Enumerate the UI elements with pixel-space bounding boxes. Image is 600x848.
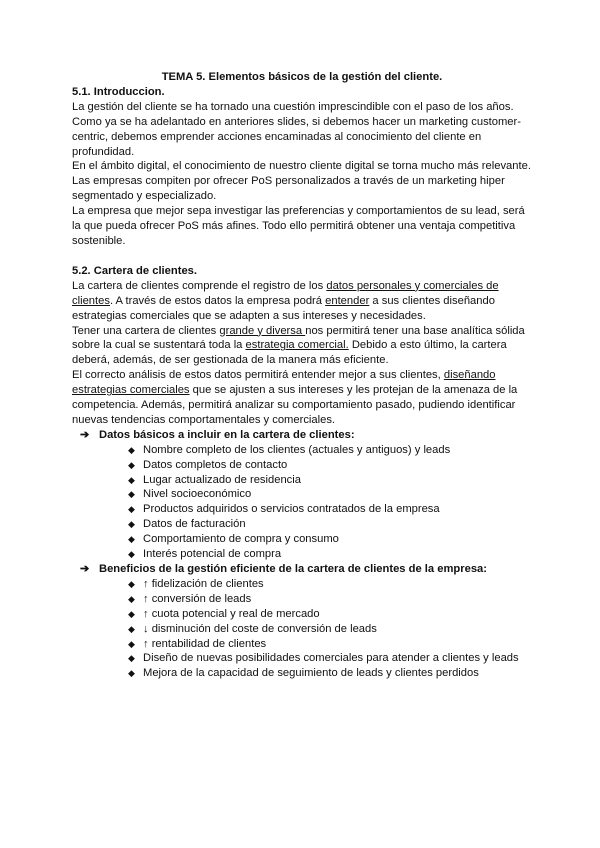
diamond-bullet-icon: ◆ xyxy=(128,623,135,634)
datos-list xyxy=(72,443,532,562)
paragraph: La empresa que mejor sepa investigar las preferencias y comportamientos de su lead, será la que pueda ofrecer PoS más afines. Todo ello permitirá obtener una ventaja competitiva sostenible. xyxy=(72,205,525,247)
list-item: ◆ Diseño de nuevas posibilidades comerciales para atender a clientes y leads xyxy=(128,652,519,665)
diamond-bullet-icon: ◆ xyxy=(128,549,135,560)
diamond-bullet-icon: ◆ xyxy=(128,519,135,530)
diamond-bullet-icon: ◆ xyxy=(128,593,135,604)
list-item: ◆ Nivel socioeconómico xyxy=(128,488,252,501)
list-item: ◆ Mejora de la capacidad de seguimiento de leads y clientes perdidos xyxy=(128,667,479,680)
list-heading-beneficios: ➔ Beneficios de la gestión eficiente de la cartera de clientes de la empresa: xyxy=(80,563,487,575)
document-page xyxy=(72,70,532,681)
list-item: ◆ Nombre completo de los clientes (actuales y antiguos) y leads xyxy=(128,443,451,456)
diamond-bullet-icon: ◆ xyxy=(128,504,135,515)
diamond-bullet-icon: ◆ xyxy=(128,474,135,485)
underlined-text: entender xyxy=(325,294,370,307)
list-item: ◆ Interés potencial de compra xyxy=(128,548,282,561)
diamond-bullet-icon: ◆ xyxy=(128,444,135,455)
section-heading-cartera: 5.2. Cartera de clientes. xyxy=(72,264,197,277)
diamond-bullet-icon: ◆ xyxy=(128,459,135,470)
list-item: ◆ Datos completos de contacto xyxy=(128,458,288,471)
page-title: TEMA 5. Elementos básicos de la gestión del cliente. xyxy=(161,71,443,83)
underlined-text: diseñando estrategias comerciales xyxy=(72,369,496,397)
paragraph: La cartera de clientes comprende el registro de los datos personales y comerciales de clientes. A través de estos datos la empresa podrá entender a sus clientes diseñando estrategias comerciales que se adapten a sus intereses y necesidades. xyxy=(72,279,499,322)
paragraph: Tener una cartera de clientes grande y diversa nos permitirá tener una base analítica sólida sobre la cual se sustentará toda la estrategia comercial. Debido a esto último, la cartera deberá, además, de ser gestionada de la manera más eficiente. xyxy=(72,324,525,367)
list-item: ◆ ↑ rentabilidad de clientes xyxy=(128,637,267,650)
paragraph: El correcto análisis de estos datos permitirá entender mejor a sus clientes, diseñando estrategias comerciales que se ajusten a sus intereses y les protejan de la amenaza de la competencia. Además, permitirá analizar su comportamiento pasado, pudiendo identificar nuevas tendencias comportamentales y comerciales. xyxy=(72,369,518,426)
list-item: ◆ ↓ disminución del coste de conversión de leads xyxy=(128,622,377,635)
diamond-bullet-icon: ◆ xyxy=(128,638,135,649)
underlined-text: estrategia comercial. xyxy=(245,339,349,352)
diamond-bullet-icon: ◆ xyxy=(128,534,135,545)
list-item: ◆ ↑ fidelización de clientes xyxy=(128,577,264,590)
list-item: ◆ ↑ conversión de leads xyxy=(128,592,252,605)
arrow-icon: ➔ xyxy=(80,563,90,575)
beneficios-list xyxy=(72,577,532,681)
list-item: ◆ Lugar actualizado de residencia xyxy=(128,473,301,486)
diamond-bullet-icon: ◆ xyxy=(128,668,135,679)
list-item: ◆ Datos de facturación xyxy=(128,518,246,531)
list-item: ◆ ↑ cuota potencial y real de mercado xyxy=(128,607,320,620)
paragraph: En el ámbito digital, el conocimiento de nuestro cliente digital se torna mucho más relevante. Las empresas compiten por ofrecer PoS personalizados a través de un marketing hiper segmentado y especializado. xyxy=(72,160,531,203)
underlined-text: grande y diversa xyxy=(219,324,306,337)
arrow-icon: ➔ xyxy=(80,428,90,441)
section-heading-introduccion: 5.1. Introduccion. xyxy=(72,85,165,98)
diamond-bullet-icon: ◆ xyxy=(128,489,135,500)
diamond-bullet-icon: ◆ xyxy=(128,578,135,589)
paragraph: La gestión del cliente se ha tornado una cuestión imprescindible con el paso de los años. Como ya se ha adelantado en anteriores slides, si debemos hacer un marketing customer-centric, debemos emprender acciones encaminadas al conocimiento del cliente en profundidad. xyxy=(72,100,521,158)
diamond-bullet-icon: ◆ xyxy=(128,653,135,664)
list-item: ◆ Productos adquiridos o servicios contratados de la empresa xyxy=(128,503,440,516)
list-item: ◆ Comportamiento de compra y consumo xyxy=(128,533,339,546)
diamond-bullet-icon: ◆ xyxy=(128,608,135,619)
list-heading-datos: ➔ Datos básicos a incluir en la cartera de clientes: xyxy=(80,428,355,441)
underlined-text: datos personales y comerciales de clientes xyxy=(72,279,499,307)
